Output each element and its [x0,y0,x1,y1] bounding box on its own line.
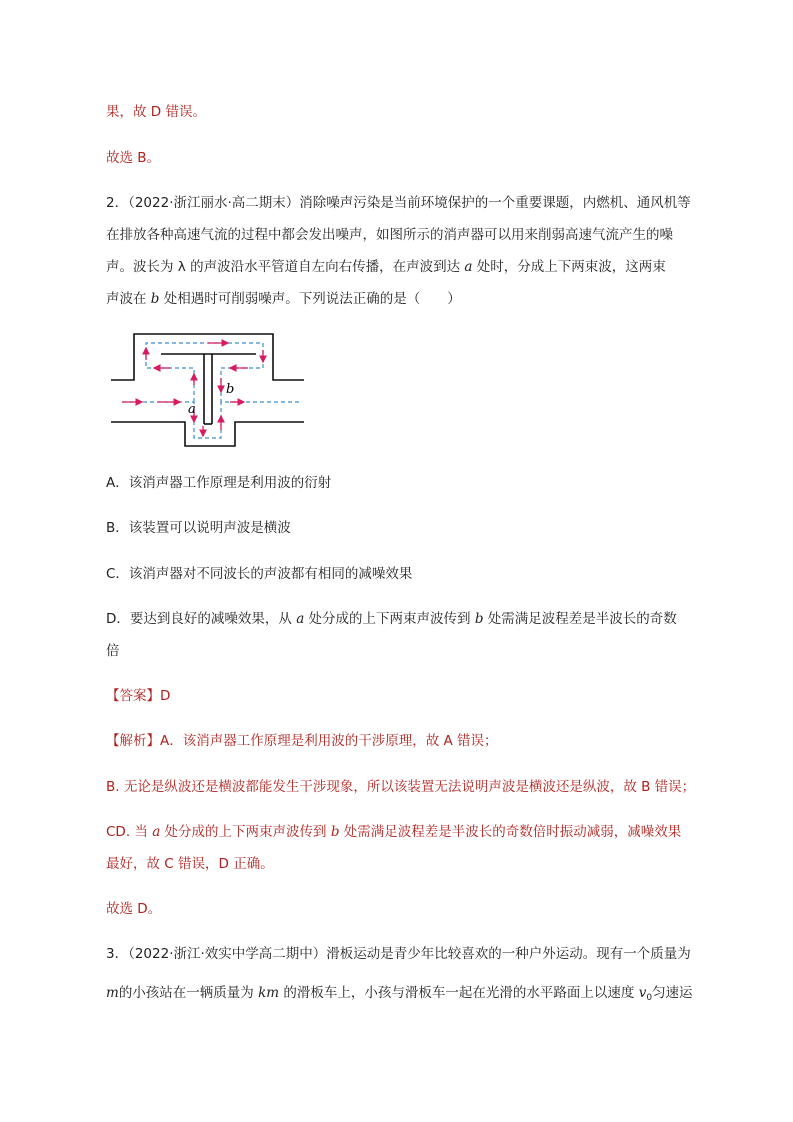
choose-line: 故选 D。 [106,901,162,917]
label-b: b [226,382,235,397]
upper-left-wall [111,334,304,380]
option-d-text: 处需满足波程差是半波长的奇数 [483,611,677,627]
prev-conclusion: 果，故 D 错误。 [106,104,206,120]
q3-stem-text: 匀速运 [652,985,693,1001]
analysis-text: A．该消声器工作原理是利用波的干涉原理，故 A 错误； [160,733,498,749]
analysis-line-1 [106,731,498,751]
option-d-text: 处分成的上下两束声波传到 [304,611,475,627]
analysis-line-4: 最好，故 C 错误，D 正确。 [106,856,274,872]
q3-stem-line-2 [106,983,693,1008]
label-a: a [188,402,196,417]
muffler-diagram [108,330,313,450]
answer-tag: 【答案】 [106,688,160,704]
analysis-line-3 [106,822,681,842]
var-a: a [464,259,473,275]
prev-choose: 故选 B。 [106,150,161,166]
var-b: b [330,824,340,840]
muffler-walls [111,334,304,446]
var-m: m [106,985,119,1001]
answer-value: D [160,688,171,704]
q2-stem-text: 声波在 [106,291,151,307]
q2-stem-line-1: 2．（2022·浙江丽水·高二期末）消除噪声污染是当前环境保护的一个重要课题，内燃机、通风机等 [106,195,691,211]
analysis-line-2: B. 无论是纵波还是横波都能发生干涉现象，所以该装置无法说明声波是横波还是纵波，故 B 错误； [106,779,696,795]
option-b: B．该装置可以说明声波是横波 [106,520,291,536]
baffle-stem [204,354,212,424]
var-km: km [258,985,280,1001]
option-d [106,609,677,629]
var-v0-subscript: 0 [646,993,653,1003]
var-b: b [474,611,484,627]
path-incoming [122,402,300,438]
q2-stem-text: 处时，分成上下两束波，这两束 [472,259,666,275]
var-v0: v [638,985,647,1001]
q3-stem-text: 的小孩站在一辆质量为 [118,985,259,1001]
analysis-tag: 【解析】 [106,733,160,749]
lower-left-wall [111,422,304,446]
q3-stem-text: 的滑板车上，小孩与滑板车一起在光滑的水平路面上以速度 [279,985,639,1001]
analysis-text: CD. 当 [106,824,153,840]
q2-stem-text: 处相遇时可削弱噪声。下列说法正确的是（ ） [159,291,461,307]
q2-stem-text: 声。波长为 λ 的声波沿水平管道自左向右传播，在声波到达 [106,259,465,275]
option-d-text: D．要达到良好的减噪效果，从 [106,611,297,627]
option-a: A．该消声器工作原理是利用波的衍射 [106,475,332,491]
var-a: a [152,824,161,840]
analysis-text: 处分成的上下两束声波传到 [160,824,331,840]
option-d-cont: 倍 [106,643,120,659]
option-c: C．该消声器对不同波长的声波都有相同的减噪效果 [106,566,413,582]
var-b: b [150,291,160,307]
q2-stem-line-3 [106,257,666,277]
answer-line [106,686,170,706]
q2-stem-line-2: 在排放各种高速气流的过程中都会发出噪声，如图所示的消声器可以用来削弱高速气流产生的噪 [106,227,673,243]
analysis-text: 处需满足波程差是半波长的奇数倍时振动减弱，减噪效果 [339,824,682,840]
var-a: a [296,611,305,627]
q3-stem-line-1: 3．（2022·浙江·效实中学高二期中）滑板运动是青少年比较喜欢的一种户外运动。现有一个质量为 [106,946,691,962]
q2-stem-line-4 [106,289,461,309]
